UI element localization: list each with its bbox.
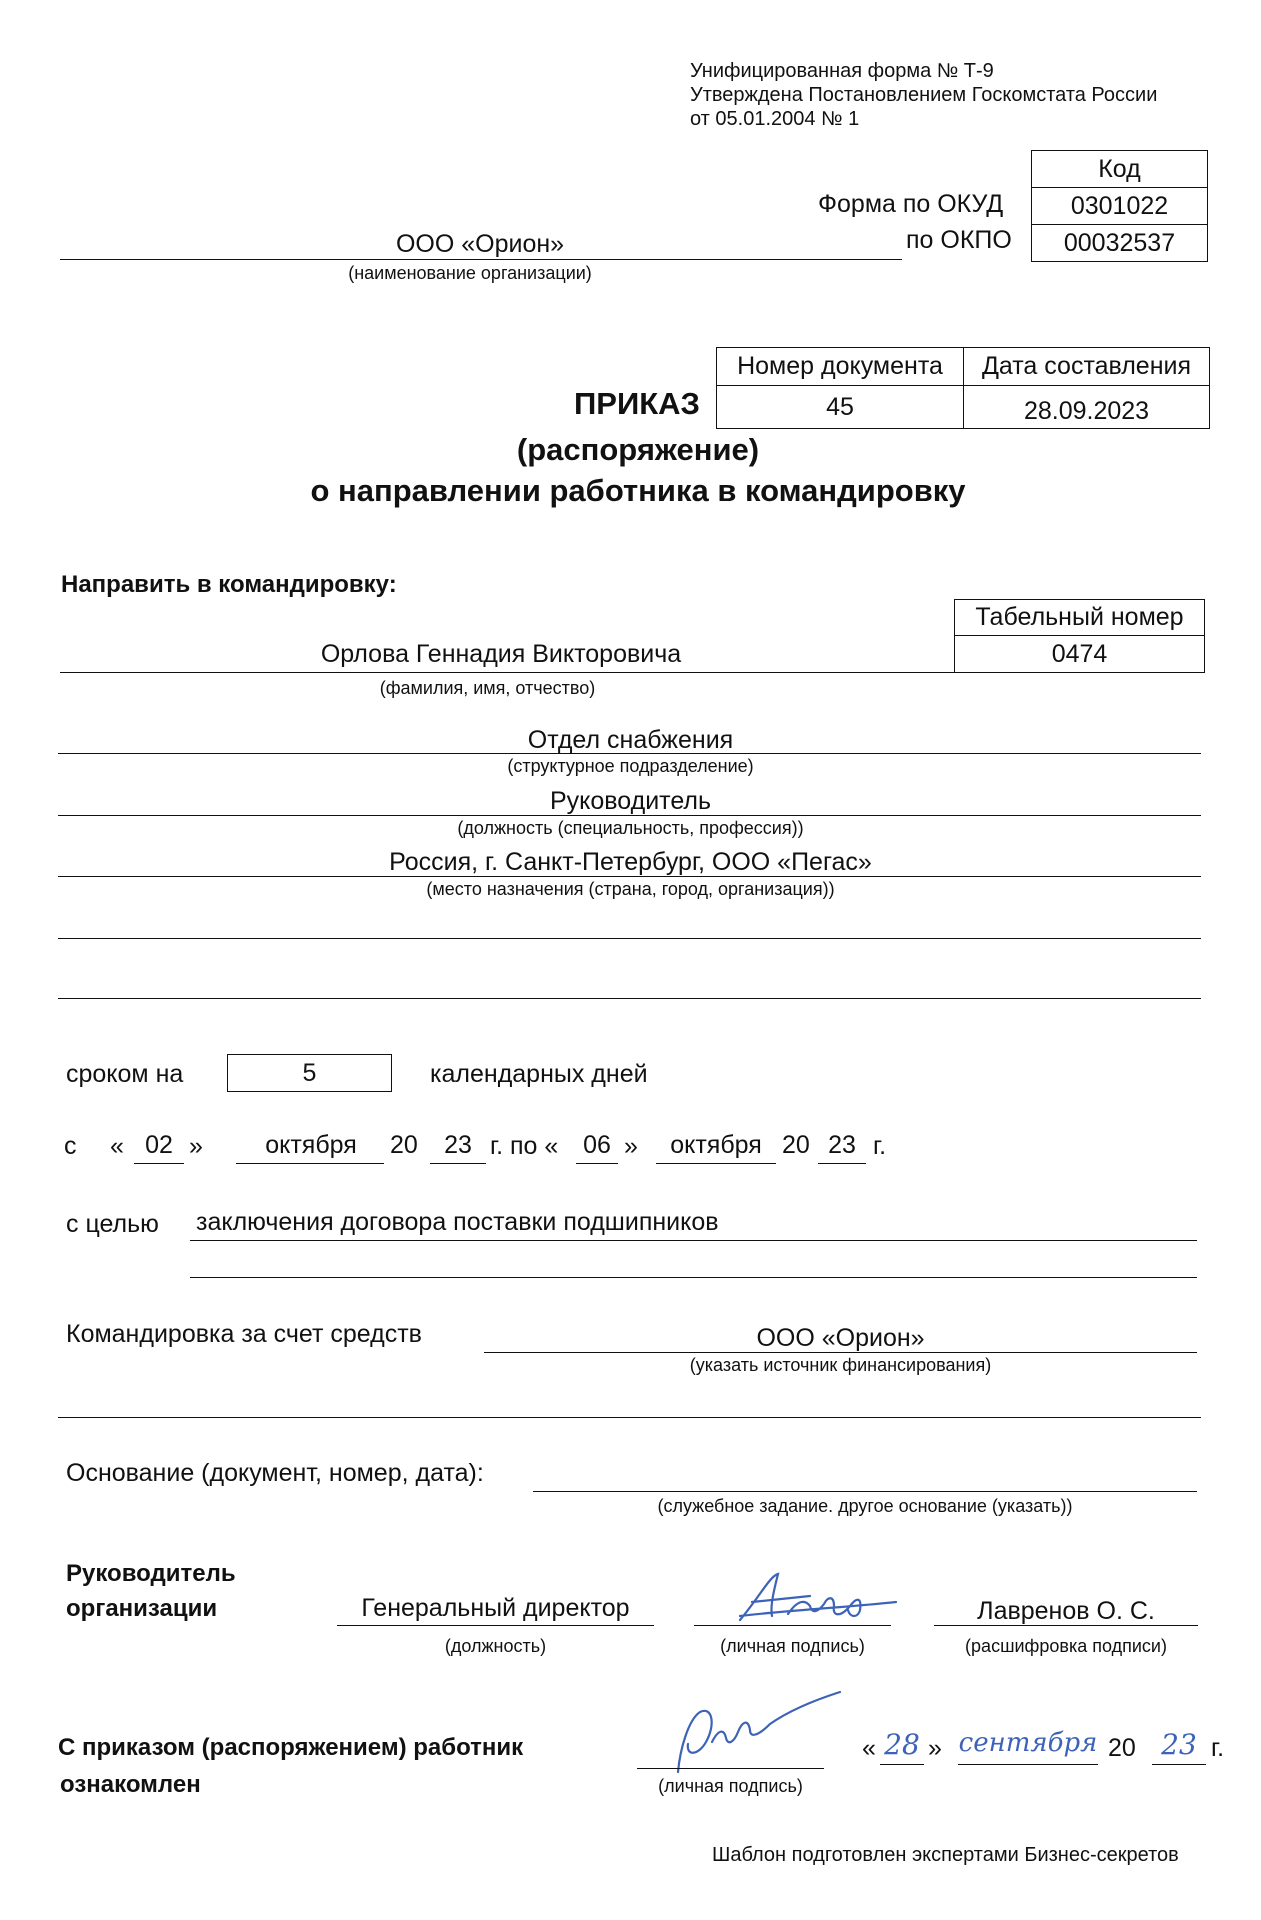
code-header: Код — [1098, 154, 1141, 183]
head-label-line2: организации — [66, 1595, 218, 1622]
tab-number-header: Табельный номер — [975, 603, 1184, 631]
ack-month: сентября — [958, 1728, 1098, 1758]
term-days-cell — [227, 1054, 392, 1092]
document-subtitle: (распоряжение) — [516, 432, 760, 467]
okpo-label: по ОКПО — [906, 226, 1012, 254]
to-label: г. по « — [490, 1132, 559, 1160]
funding-line — [484, 1352, 1197, 1353]
funding-label: Командировка за счет средств — [66, 1320, 422, 1348]
head-position-line — [337, 1625, 654, 1626]
from-year: 23 — [444, 1131, 472, 1159]
head-signature-icon — [700, 1566, 900, 1630]
position-caption: (должность (специальность, профессия)) — [457, 818, 804, 838]
head-label-line1: Руководитель — [66, 1560, 236, 1587]
purpose-line-1 — [190, 1240, 1197, 1241]
basis-caption: (служебное задание. другое основание (указать)) — [657, 1496, 1073, 1516]
destination-extra-line-1 — [58, 938, 1201, 939]
ack-signature-line — [637, 1768, 824, 1769]
okud-label: Форма по ОКУД — [818, 190, 1004, 218]
head-position-caption: (должность) — [444, 1636, 547, 1656]
from-day: 02 — [145, 1131, 173, 1159]
footer-note: Шаблон подготовлен экспертами Бизнес-секретов — [712, 1844, 1179, 1866]
doc-date-header: Дата составления — [981, 352, 1192, 380]
head-name-line — [934, 1625, 1198, 1626]
funding-extra-line — [58, 1417, 1201, 1418]
to-century: 20 — [782, 1131, 810, 1159]
purpose-line-2 — [190, 1277, 1197, 1278]
doc-date-header-cell — [963, 347, 1210, 386]
to-day-line — [576, 1163, 618, 1164]
purpose-value: заключения договора поставки подшипников — [196, 1208, 719, 1236]
form-approval: Утверждена Постановлением Госкомстата России — [690, 84, 1158, 106]
to-close-quote: » — [624, 1132, 638, 1160]
from-open-quote: « — [110, 1132, 124, 1160]
employee-name-caption: (фамилия, имя, отчество) — [379, 678, 596, 698]
tab-number-cell — [954, 635, 1205, 673]
doc-number: 45 — [826, 392, 854, 421]
organization-caption: (наименование организации) — [348, 263, 592, 283]
doc-number-header: Номер документа — [737, 352, 943, 380]
funding-caption: (указать источник финансирования) — [689, 1355, 992, 1375]
destination-caption: (место назначения (страна, город, организация)) — [426, 879, 835, 899]
destination: Россия, г. Санкт-Петербург, ООО «Пегас» — [389, 848, 872, 876]
head-name-caption: (расшифровка подписи) — [965, 1636, 1167, 1656]
term-days-label: календарных дней — [430, 1060, 648, 1088]
to-day: 06 — [583, 1131, 611, 1159]
destination-line — [58, 876, 1201, 877]
from-century: 20 — [390, 1131, 418, 1159]
from-close-quote: » — [189, 1132, 203, 1160]
ack-year: 23 — [1161, 1728, 1197, 1761]
from-month: октября — [265, 1131, 357, 1159]
department-caption: (структурное подразделение) — [507, 756, 754, 776]
ack-century: 20 — [1108, 1734, 1136, 1762]
position: Руководитель — [549, 787, 712, 815]
to-year-suffix: г. — [873, 1132, 887, 1160]
term-days: 5 — [302, 1058, 317, 1087]
head-signature-caption: (личная подпись) — [720, 1636, 865, 1656]
doc-number-cell — [716, 385, 964, 429]
head-position: Генеральный директор — [361, 1594, 630, 1622]
to-year-line — [818, 1163, 866, 1164]
document-purpose-title: о направлении работника в командировку — [310, 473, 966, 508]
position-line — [58, 815, 1201, 816]
okud-value: 0301022 — [1070, 191, 1169, 220]
ack-signature-caption: (личная подпись) — [658, 1776, 803, 1796]
term-label: сроком на — [66, 1060, 184, 1088]
ack-day: 28 — [884, 1728, 920, 1761]
doc-date: 28.09.2023 — [1023, 396, 1150, 425]
ack-year-suffix: г. — [1211, 1734, 1225, 1762]
basis-line — [533, 1491, 1197, 1492]
ack-day-line — [880, 1764, 924, 1765]
organization-name: ООО «Орион» — [395, 230, 565, 258]
organization-line — [60, 259, 902, 260]
head-signature-line — [694, 1625, 891, 1626]
to-month: октября — [670, 1131, 762, 1159]
funding-value: ООО «Орион» — [756, 1324, 925, 1352]
ack-month-line — [958, 1764, 1098, 1765]
ack-label-line1: С приказом (распоряжением) работник — [58, 1734, 524, 1761]
document-title: ПРИКАЗ — [574, 386, 700, 421]
form-approval-date: от 05.01.2004 № 1 — [690, 108, 860, 130]
employee-name-line — [60, 672, 955, 673]
from-year-line — [430, 1163, 486, 1164]
doc-date-cell — [963, 385, 1210, 429]
head-name: Лавренов О. С. — [977, 1597, 1155, 1625]
employee-full-name: Орлова Геннадия Викторовича — [320, 640, 682, 668]
ack-year-line — [1152, 1764, 1206, 1765]
tab-number: 0474 — [1051, 639, 1108, 668]
okud-value-cell — [1031, 187, 1208, 225]
okpo-value: 00032537 — [1063, 228, 1176, 257]
ack-open-quote: « — [862, 1734, 876, 1762]
doc-number-header-cell — [716, 347, 964, 386]
ack-close-quote: » — [928, 1734, 942, 1762]
tab-number-header-cell — [954, 599, 1205, 636]
to-year: 23 — [828, 1131, 856, 1159]
employee-signature-icon — [650, 1690, 850, 1780]
ack-label-line2: ознакомлен — [60, 1771, 201, 1798]
from-day-line — [134, 1163, 184, 1164]
destination-extra-line-2 — [58, 998, 1201, 999]
basis-label: Основание (документ, номер, дата): — [66, 1459, 484, 1487]
from-month-line — [236, 1163, 384, 1164]
send-on-trip-label: Направить в командировку: — [61, 571, 397, 598]
from-label: с — [64, 1132, 77, 1160]
okpo-value-cell — [1031, 224, 1208, 262]
purpose-label: с целью — [66, 1210, 159, 1238]
code-header-cell — [1031, 150, 1208, 188]
form-number: Унифицированная форма № Т-9 — [690, 60, 994, 82]
department-line — [58, 753, 1201, 754]
to-month-line — [656, 1163, 776, 1164]
department: Отдел снабжения — [527, 726, 734, 754]
